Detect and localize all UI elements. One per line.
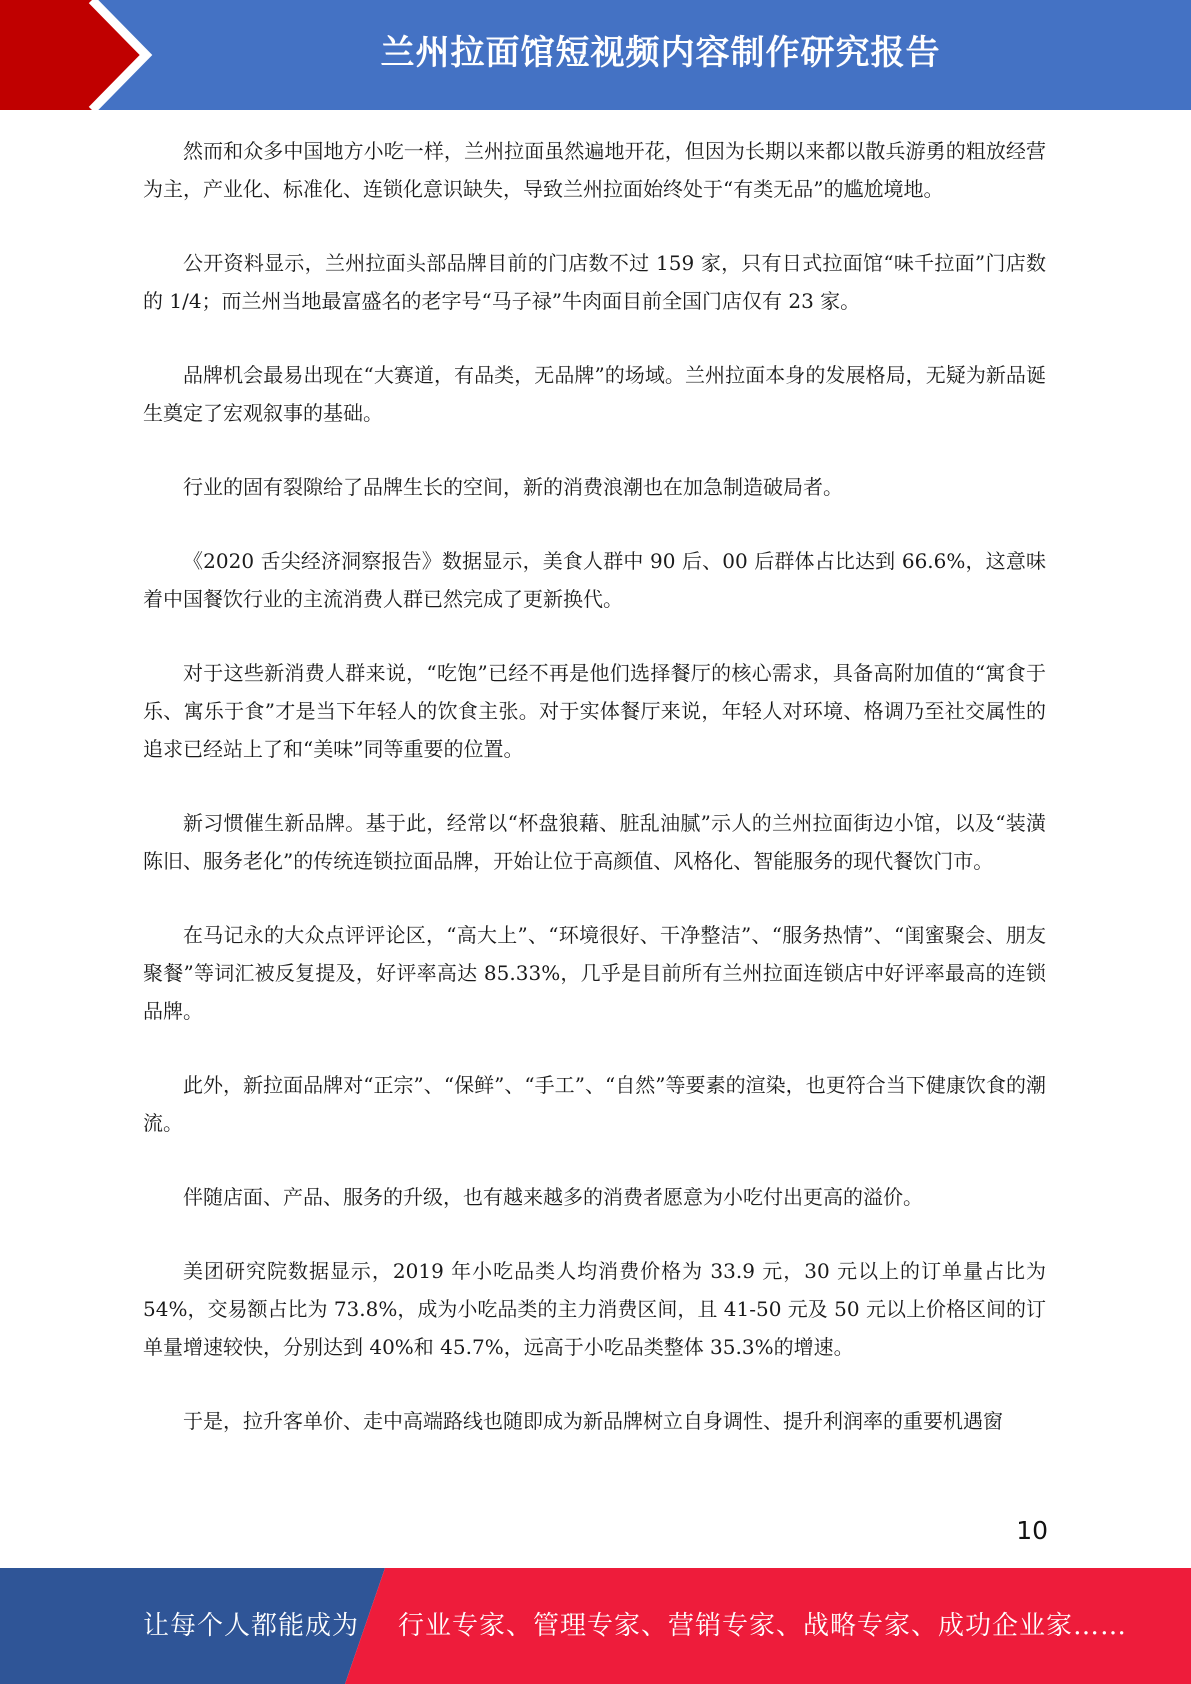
footer-slogan: 让每个人都能成为: [143, 1611, 360, 1641]
page-number: 10: [1016, 1516, 1048, 1545]
paragraph: 新习惯催生新品牌。基于此，经常以“杯盘狼藉、脏乱油腻”示人的兰州拉面街边小馆，以及“装潢陈旧、服务老化”的传统连锁拉面品牌，开始让位于高颜值、风格化、智能服务的现代餐饮门市。: [143, 811, 1046, 873]
paragraph: 此外，新拉面品牌对“正宗”、“保鲜”、“手工”、“自然”等要素的渲染，也更符合当下健康饮食的潮流。: [143, 1073, 1046, 1135]
report-title: 兰州拉面馆短视频内容制作研究报告: [380, 33, 941, 73]
page-header: [0, 0, 1191, 110]
paragraph: 对于这些新消费人群来说，“吃饱”已经不再是他们选择餐厅的核心需求，具备高附加值的“寓食于乐、寓乐于食”才是当下年轻人的饮食主张。对于实体餐厅来说，年轻人对环境、格调乃至社交属性的追求已经站上了和“美味”同等重要的位置。: [143, 661, 1046, 761]
header-chevron-icon: [0, 0, 160, 110]
paragraph: 在马记永的大众点评评论区，“高大上”、“环境很好、干净整洁”、“服务热情”、“闺蜜聚会、朋友聚餐”等词汇被反复提及，好评率高达 85.33%，几乎是目前所有兰州拉面连锁店中好评率最高的连锁品牌。: [143, 923, 1046, 1023]
paragraph: 伴随店面、产品、服务的升级，也有越来越多的消费者愿意为小吃付出更高的溢价。: [183, 1185, 923, 1209]
page-footer: [0, 1568, 1191, 1684]
paragraph: 品牌机会最易出现在“大赛道，有品类，无品牌”的场域。兰州拉面本身的发展格局，无疑为新品诞生奠定了宏观叙事的基础。: [143, 363, 1046, 425]
paragraph: 《2020 舌尖经济洞察报告》数据显示，美食人群中 90 后、00 后群体占比达到 66.6%，这意味着中国餐饮行业的主流消费人群已然完成了更新换代。: [143, 549, 1046, 611]
paragraph: 行业的固有裂隙给了品牌生长的空间，新的消费浪潮也在加急制造破局者。: [183, 475, 843, 499]
paragraph: 然而和众多中国地方小吃一样，兰州拉面虽然遍地开花，但因为长期以来都以散兵游勇的粗放经营为主，产业化、标准化、连锁化意识缺失，导致兰州拉面始终处于“有类无品”的尴尬境地。: [143, 139, 1046, 201]
footer-roles: 行业专家、管理专家、营销专家、战略专家、成功企业家……: [398, 1611, 1128, 1641]
report-body: [143, 132, 1046, 1440]
paragraph: 公开资料显示，兰州拉面头部品牌目前的门店数不过 159 家，只有日式拉面馆“味千拉面”门店数的 1/4；而兰州当地最富盛名的老字号“马子禄”牛肉面目前全国门店仅有 23 家。: [143, 251, 1046, 313]
paragraph: 于是，拉升客单价、走中高端路线也随即成为新品牌树立自身调性、提升利润率的重要机遇窗: [183, 1409, 1003, 1433]
paragraph: 美团研究院数据显示，2019 年小吃品类人均消费价格为 33.9 元，30 元以上的订单量占比为 54%，交易额占比为 73.8%，成为小吃品类的主力消费区间，且 41-50 元及 50 元以上价格区间的订单量增速较快，分别达到 40%和 45.7%，远高于小吃品类整体 35.3%的增速。: [143, 1259, 1046, 1359]
